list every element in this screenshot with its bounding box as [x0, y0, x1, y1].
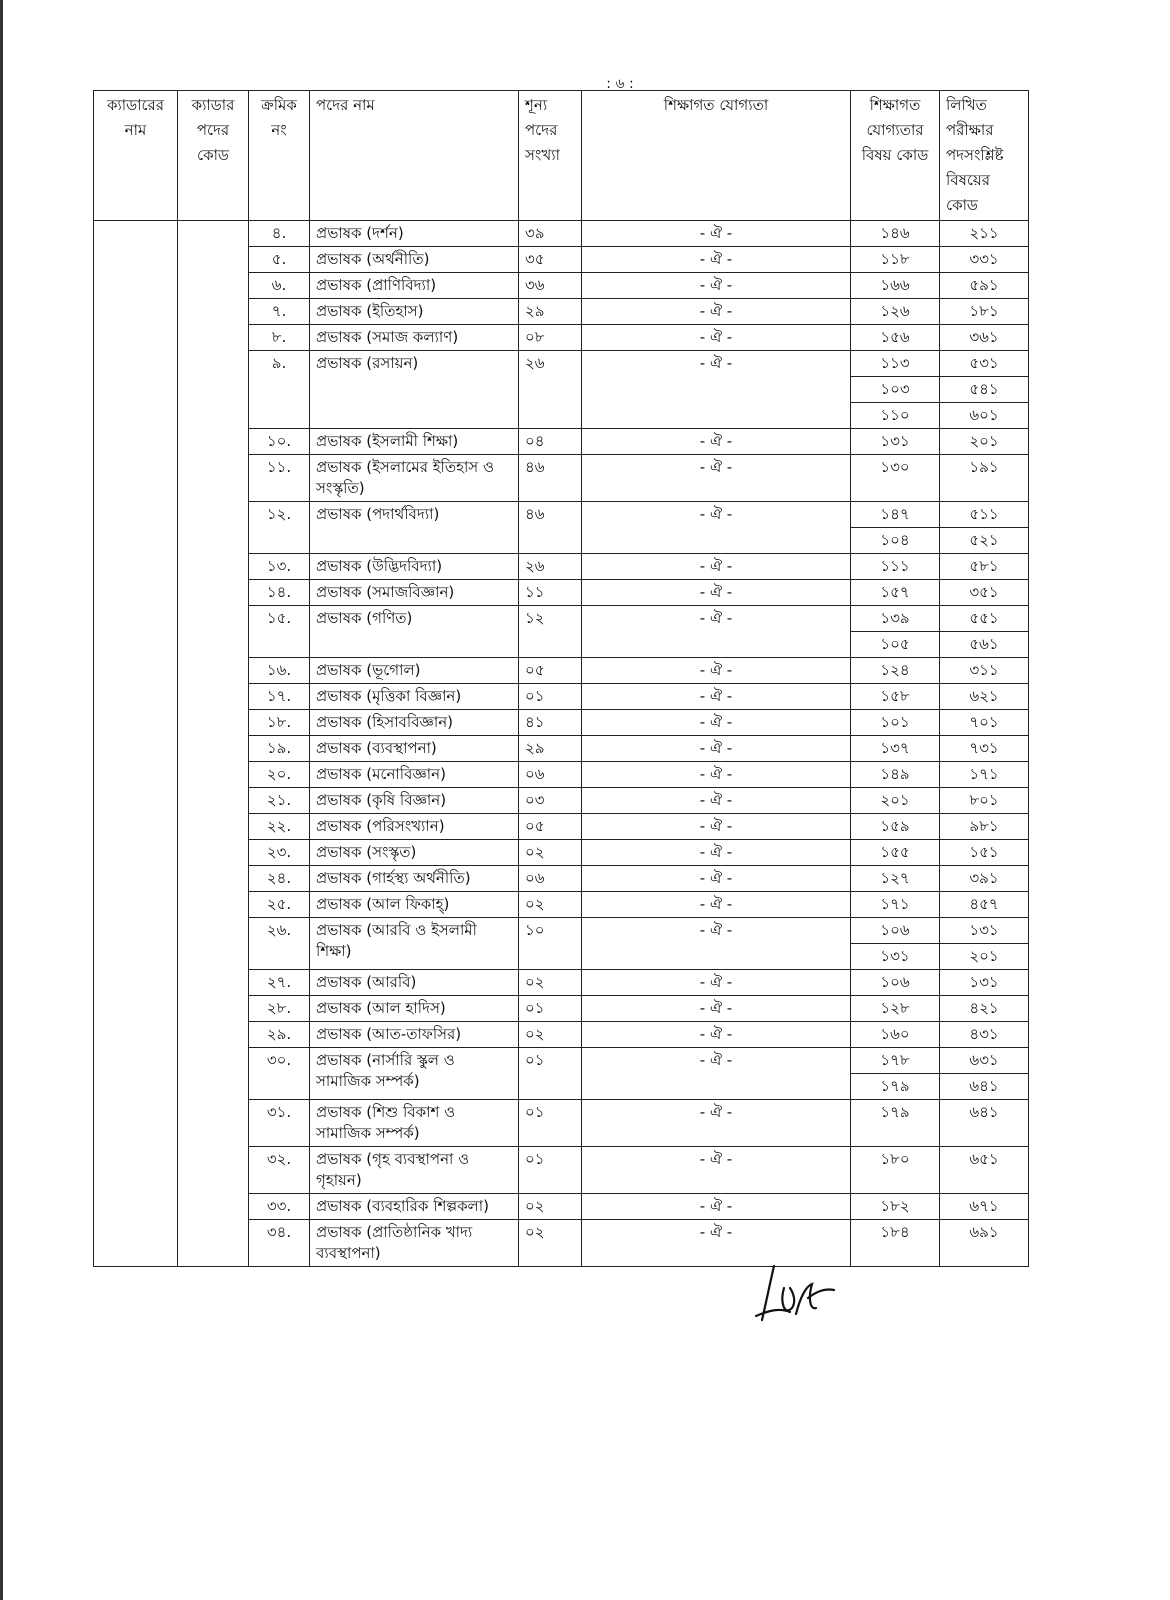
- written-exam-code-cell: ২০১: [940, 944, 1029, 970]
- vacancies-cell: ০৪: [519, 429, 582, 455]
- post-name-cell: প্রভাষক (ভূগোল): [310, 658, 519, 684]
- written-exam-code-cell: ৪৫৭: [940, 892, 1029, 918]
- header-serial: ক্রমিক নং: [249, 91, 310, 221]
- vacancies-cell: ১১: [519, 580, 582, 606]
- written-exam-code-cell: ৪২১: [940, 996, 1029, 1022]
- qualification-subject-code-cell: ১১১: [851, 554, 940, 580]
- qualification-cell: - ঐ -: [582, 502, 851, 554]
- cadre-name-cell: [94, 221, 178, 1267]
- qualification-cell: - ঐ -: [582, 1022, 851, 1048]
- qualification-subject-code-cell: ১৮০: [851, 1147, 940, 1194]
- serial-cell: ৩৩.: [249, 1194, 310, 1220]
- vacancies-cell: ০১: [519, 684, 582, 710]
- vacancies-cell: ৩৬: [519, 273, 582, 299]
- qualification-cell: - ঐ -: [582, 658, 851, 684]
- header-written-exam-code: লিখিত পরীক্ষার পদসংশ্লিষ্ট বিষয়ের কোড: [940, 91, 1029, 221]
- serial-cell: ২০.: [249, 762, 310, 788]
- qualification-subject-code-cell: ১১০: [851, 403, 940, 429]
- qualification-subject-code-cell: ১১৮: [851, 247, 940, 273]
- vacancies-cell: ২৯: [519, 299, 582, 325]
- vacancies-cell: ০২: [519, 840, 582, 866]
- post-name-cell: প্রভাষক (পরিসংখ্যান): [310, 814, 519, 840]
- header-qualification: শিক্ষাগত যোগ্যতা: [582, 91, 851, 221]
- serial-cell: ১৩.: [249, 554, 310, 580]
- post-name-cell: প্রভাষক (মৃত্তিকা বিজ্ঞান): [310, 684, 519, 710]
- header-qualification-subject-code: শিক্ষাগত যোগ্যতার বিষয় কোড: [851, 91, 940, 221]
- post-name-cell: প্রভাষক (ব্যবহারিক শিল্পকলা): [310, 1194, 519, 1220]
- serial-cell: ৭.: [249, 299, 310, 325]
- qualification-cell: - ঐ -: [582, 429, 851, 455]
- qualification-cell: - ঐ -: [582, 299, 851, 325]
- serial-cell: ৩১.: [249, 1100, 310, 1147]
- serial-cell: ২৬.: [249, 918, 310, 970]
- qualification-subject-code-cell: ১৪৯: [851, 762, 940, 788]
- qualification-subject-code-cell: ১৮২: [851, 1194, 940, 1220]
- serial-cell: ১০.: [249, 429, 310, 455]
- qualification-cell: - ঐ -: [582, 606, 851, 658]
- post-name-cell: প্রভাষক (ব্যবস্থাপনা): [310, 736, 519, 762]
- post-name-cell: প্রভাষক (প্রাতিষ্ঠানিক খাদ্য ব্যবস্থাপনা): [310, 1220, 519, 1267]
- post-name-cell: প্রভাষক (সমাজবিজ্ঞান): [310, 580, 519, 606]
- qualification-cell: - ঐ -: [582, 455, 851, 502]
- qualification-cell: - ঐ -: [582, 710, 851, 736]
- post-name-cell: প্রভাষক (আত-তাফসির): [310, 1022, 519, 1048]
- written-exam-code-cell: ৬৯১: [940, 1220, 1029, 1267]
- written-exam-code-cell: ৬৩১: [940, 1048, 1029, 1074]
- post-name-cell: প্রভাষক (দর্শন): [310, 221, 519, 247]
- post-name-cell: প্রভাষক (উদ্ভিদবিদ্যা): [310, 554, 519, 580]
- serial-cell: ৯.: [249, 351, 310, 429]
- post-name-cell: প্রভাষক (অর্থনীতি): [310, 247, 519, 273]
- qualification-subject-code-cell: ১৩১: [851, 944, 940, 970]
- qualification-subject-code-cell: ১৪৬: [851, 221, 940, 247]
- written-exam-code-cell: ৩৯১: [940, 866, 1029, 892]
- post-name-cell: প্রভাষক (আরবি): [310, 970, 519, 996]
- qualification-cell: - ঐ -: [582, 684, 851, 710]
- qualification-subject-code-cell: ১২৪: [851, 658, 940, 684]
- serial-cell: ৬.: [249, 273, 310, 299]
- post-name-cell: প্রভাষক (ইসলামী শিক্ষা): [310, 429, 519, 455]
- vacancies-cell: ০১: [519, 1048, 582, 1100]
- serial-cell: ২৭.: [249, 970, 310, 996]
- written-exam-code-cell: ৮০১: [940, 788, 1029, 814]
- written-exam-code-cell: ১৩১: [940, 918, 1029, 944]
- qualification-cell: - ঐ -: [582, 351, 851, 429]
- post-name-cell: প্রভাষক (পদার্থবিদ্যা): [310, 502, 519, 554]
- qualification-cell: - ঐ -: [582, 273, 851, 299]
- header-post-name: পদের নাম: [310, 91, 519, 221]
- written-exam-code-cell: ১৮১: [940, 299, 1029, 325]
- qualification-cell: - ঐ -: [582, 866, 851, 892]
- written-exam-code-cell: ৫৩১: [940, 351, 1029, 377]
- post-name-cell: প্রভাষক (আরবি ও ইসলামী শিক্ষা): [310, 918, 519, 970]
- written-exam-code-cell: ৬৭১: [940, 1194, 1029, 1220]
- qualification-cell: - ঐ -: [582, 554, 851, 580]
- vacancies-cell: ৩৯: [519, 221, 582, 247]
- serial-cell: ১৭.: [249, 684, 310, 710]
- qualification-cell: - ঐ -: [582, 580, 851, 606]
- serial-cell: ১৪.: [249, 580, 310, 606]
- serial-cell: ৮.: [249, 325, 310, 351]
- post-name-cell: প্রভাষক (আল ফিকাহ্): [310, 892, 519, 918]
- vacancies-cell: ০২: [519, 1194, 582, 1220]
- vacancies-cell: ৩৫: [519, 247, 582, 273]
- post-name-cell: প্রভাষক (কৃষি বিজ্ঞান): [310, 788, 519, 814]
- qualification-subject-code-cell: ১৫৭: [851, 580, 940, 606]
- qualification-subject-code-cell: ১০৬: [851, 970, 940, 996]
- written-exam-code-cell: ১৫১: [940, 840, 1029, 866]
- qualification-cell: - ঐ -: [582, 892, 851, 918]
- qualification-cell: - ঐ -: [582, 247, 851, 273]
- qualification-subject-code-cell: ১৭৯: [851, 1074, 940, 1100]
- qualification-subject-code-cell: ১৬৬: [851, 273, 940, 299]
- qualification-cell: - ঐ -: [582, 970, 851, 996]
- vacancies-cell: ২৯: [519, 736, 582, 762]
- vacancies-cell: ০৬: [519, 762, 582, 788]
- qualification-subject-code-cell: ১৫৮: [851, 684, 940, 710]
- qualification-subject-code-cell: ১১৩: [851, 351, 940, 377]
- written-exam-code-cell: ৭৩১: [940, 736, 1029, 762]
- qualification-subject-code-cell: ১০৫: [851, 632, 940, 658]
- qualification-subject-code-cell: ১০৪: [851, 528, 940, 554]
- vacancies-cell: ০৩: [519, 788, 582, 814]
- cadre-post-code-cell: [178, 221, 249, 1267]
- vacancies-cell: ০১: [519, 1147, 582, 1194]
- serial-cell: ২৪.: [249, 866, 310, 892]
- written-exam-code-cell: ৫১১: [940, 502, 1029, 528]
- written-exam-code-cell: ৩১১: [940, 658, 1029, 684]
- serial-cell: ২৯.: [249, 1022, 310, 1048]
- vacancies-cell: ৪১: [519, 710, 582, 736]
- qualification-subject-code-cell: ১৬০: [851, 1022, 940, 1048]
- serial-cell: ৩২.: [249, 1147, 310, 1194]
- vacancies-cell: ১২: [519, 606, 582, 658]
- vacancies-cell: ০২: [519, 892, 582, 918]
- serial-cell: ১২.: [249, 502, 310, 554]
- qualification-cell: - ঐ -: [582, 814, 851, 840]
- serial-cell: ৪.: [249, 221, 310, 247]
- post-name-cell: প্রভাষক (সমাজ কল্যাণ): [310, 325, 519, 351]
- page-number: : ৬ :: [606, 76, 634, 92]
- header-row: [94, 91, 1029, 221]
- post-name-cell: প্রভাষক (রসায়ন): [310, 351, 519, 429]
- qualification-cell: - ঐ -: [582, 1147, 851, 1194]
- vacancies-cell: ০৫: [519, 658, 582, 684]
- qualification-subject-code-cell: ১৭৮: [851, 1048, 940, 1074]
- vacancies-cell: ০১: [519, 1100, 582, 1147]
- signature: [750, 1258, 840, 1328]
- serial-cell: ২৮.: [249, 996, 310, 1022]
- qualification-subject-code-cell: ১৭৯: [851, 1100, 940, 1147]
- scan-edge: [0, 0, 3, 1600]
- qualification-subject-code-cell: ১৩৯: [851, 606, 940, 632]
- post-name-cell: প্রভাষক (নার্সারি স্কুল ও সামাজিক সম্পর্ক): [310, 1048, 519, 1100]
- serial-cell: ৩০.: [249, 1048, 310, 1100]
- post-name-cell: প্রভাষক (গণিত): [310, 606, 519, 658]
- qualification-subject-code-cell: ১০৬: [851, 918, 940, 944]
- vacancies-cell: ০২: [519, 1220, 582, 1267]
- written-exam-code-cell: ৩৫১: [940, 580, 1029, 606]
- written-exam-code-cell: ৫৬১: [940, 632, 1029, 658]
- vacancies-cell: ১০: [519, 918, 582, 970]
- written-exam-code-cell: ৬৫১: [940, 1147, 1029, 1194]
- written-exam-code-cell: ৬২১: [940, 684, 1029, 710]
- written-exam-code-cell: ৫৯১: [940, 273, 1029, 299]
- written-exam-code-cell: ৩৬১: [940, 325, 1029, 351]
- qualification-subject-code-cell: ১৫৬: [851, 325, 940, 351]
- written-exam-code-cell: ৫২১: [940, 528, 1029, 554]
- written-exam-code-cell: ৫৪১: [940, 377, 1029, 403]
- qualification-cell: - ঐ -: [582, 840, 851, 866]
- qualification-subject-code-cell: ১২৮: [851, 996, 940, 1022]
- post-name-cell: প্রভাষক (গৃহ ব্যবস্থাপনা ও গৃহায়ন): [310, 1147, 519, 1194]
- vacancies-cell: ০১: [519, 996, 582, 1022]
- post-name-cell: প্রভাষক (গার্হস্থ্য অর্থনীতি): [310, 866, 519, 892]
- written-exam-code-cell: ৭০১: [940, 710, 1029, 736]
- written-exam-code-cell: ২১১: [940, 221, 1029, 247]
- serial-cell: ১৮.: [249, 710, 310, 736]
- post-name-cell: প্রভাষক (ইসলামের ইতিহাস ও সংস্কৃতি): [310, 455, 519, 502]
- serial-cell: ১৯.: [249, 736, 310, 762]
- post-name-cell: প্রভাষক (শিশু বিকাশ ও সামাজিক সম্পর্ক): [310, 1100, 519, 1147]
- written-exam-code-cell: ৬৪১: [940, 1074, 1029, 1100]
- table-row: [94, 221, 1029, 247]
- qualification-cell: - ঐ -: [582, 996, 851, 1022]
- qualification-subject-code-cell: ১২৬: [851, 299, 940, 325]
- vacancies-cell: ০৬: [519, 866, 582, 892]
- qualification-subject-code-cell: ১৩৭: [851, 736, 940, 762]
- post-name-cell: প্রভাষক (মনোবিজ্ঞান): [310, 762, 519, 788]
- vacancies-cell: ০৮: [519, 325, 582, 351]
- qualification-subject-code-cell: ২০১: [851, 788, 940, 814]
- qualification-subject-code-cell: ১৫৯: [851, 814, 940, 840]
- post-name-cell: প্রভাষক (আল হাদিস): [310, 996, 519, 1022]
- qualification-subject-code-cell: ১৮৪: [851, 1220, 940, 1267]
- vacancies-cell: ০২: [519, 970, 582, 996]
- vacancies-cell: ২৬: [519, 554, 582, 580]
- written-exam-code-cell: ২০১: [940, 429, 1029, 455]
- qualification-subject-code-cell: ১০৩: [851, 377, 940, 403]
- serial-cell: ২১.: [249, 788, 310, 814]
- posts-table: [93, 90, 1029, 1267]
- written-exam-code-cell: ৪৩১: [940, 1022, 1029, 1048]
- header-cadre-name: ক্যাডারের নাম: [94, 91, 178, 221]
- qualification-cell: - ঐ -: [582, 918, 851, 970]
- qualification-cell: - ঐ -: [582, 762, 851, 788]
- written-exam-code-cell: ৬৪১: [940, 1100, 1029, 1147]
- written-exam-code-cell: ৬০১: [940, 403, 1029, 429]
- vacancies-cell: ৪৬: [519, 502, 582, 554]
- qualification-cell: - ঐ -: [582, 325, 851, 351]
- qualification-subject-code-cell: ১৭১: [851, 892, 940, 918]
- post-name-cell: প্রভাষক (প্রাণিবিদ্যা): [310, 273, 519, 299]
- qualification-subject-code-cell: ১০১: [851, 710, 940, 736]
- written-exam-code-cell: ১৩১: [940, 970, 1029, 996]
- header-cadre-post-code: ক্যাডার পদের কোড: [178, 91, 249, 221]
- qualification-cell: - ঐ -: [582, 221, 851, 247]
- post-name-cell: প্রভাষক (হিসাববিজ্ঞান): [310, 710, 519, 736]
- qualification-cell: - ঐ -: [582, 788, 851, 814]
- serial-cell: ২৩.: [249, 840, 310, 866]
- written-exam-code-cell: ৯৮১: [940, 814, 1029, 840]
- qualification-subject-code-cell: ১৪৭: [851, 502, 940, 528]
- serial-cell: ৩৪.: [249, 1220, 310, 1267]
- qualification-subject-code-cell: ১৩১: [851, 429, 940, 455]
- qualification-cell: - ঐ -: [582, 1220, 851, 1267]
- post-name-cell: প্রভাষক (সংস্কৃত): [310, 840, 519, 866]
- qualification-cell: - ঐ -: [582, 1048, 851, 1100]
- post-name-cell: প্রভাষক (ইতিহাস): [310, 299, 519, 325]
- serial-cell: ১৬.: [249, 658, 310, 684]
- qualification-subject-code-cell: ১২৭: [851, 866, 940, 892]
- serial-cell: ৫.: [249, 247, 310, 273]
- vacancies-cell: ২৬: [519, 351, 582, 429]
- qualification-cell: - ঐ -: [582, 1100, 851, 1147]
- header-vacancies: শূন্য পদের সংখ্যা: [519, 91, 582, 221]
- written-exam-code-cell: ১৭১: [940, 762, 1029, 788]
- written-exam-code-cell: ৫৫১: [940, 606, 1029, 632]
- vacancies-cell: ৪৬: [519, 455, 582, 502]
- written-exam-code-cell: ৩৩১: [940, 247, 1029, 273]
- vacancies-cell: ০২: [519, 1022, 582, 1048]
- serial-cell: ১১.: [249, 455, 310, 502]
- written-exam-code-cell: ১৯১: [940, 455, 1029, 502]
- written-exam-code-cell: ৫৮১: [940, 554, 1029, 580]
- qualification-cell: - ঐ -: [582, 1194, 851, 1220]
- qualification-cell: - ঐ -: [582, 736, 851, 762]
- serial-cell: ২২.: [249, 814, 310, 840]
- vacancies-cell: ০৫: [519, 814, 582, 840]
- serial-cell: ১৫.: [249, 606, 310, 658]
- qualification-subject-code-cell: ১৫৫: [851, 840, 940, 866]
- qualification-subject-code-cell: ১৩০: [851, 455, 940, 502]
- serial-cell: ২৫.: [249, 892, 310, 918]
